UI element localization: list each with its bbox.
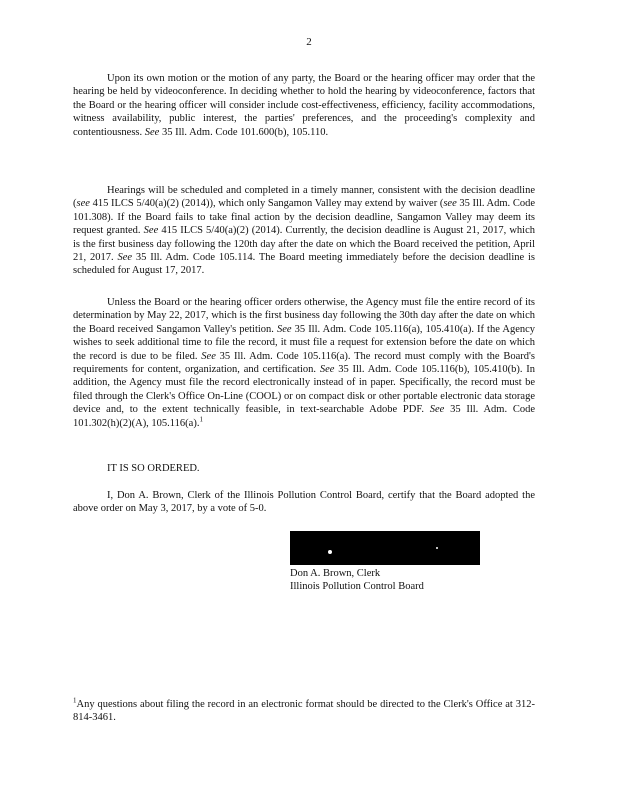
footnote-marker: 1 xyxy=(73,696,77,705)
signature-block xyxy=(290,567,424,594)
text: 35 Ill. Adm. Code 105.116(a), 105.410(a). If the Agency wishes to seek additional time to file the record, it must file a request for extension before the date on which the record is due to be filed. xyxy=(73,323,536,362)
footnote-text: Any questions about filing the record in an electronic format should be directed to the Clerk's Office at 312-814-3461. xyxy=(73,699,535,724)
paragraph-videoconference xyxy=(73,72,535,139)
citation-signal: See xyxy=(429,404,445,416)
clerk-organization: Illinois Pollution Control Board xyxy=(290,581,424,593)
text: 35 Ill. Adm. Code 105.116(b), 105.410(b). In addition, the Agency must file the record electronically instead of in paper. Specifically, the record must be filed through the Clerk's Office On-Line (COOL) or on compact disk or other portable electronic data storage device and, to the extent technically feasible, in text-searchable Adobe PDF. xyxy=(73,364,536,416)
text: 35 Ill. Adm. Code 105.116(a). The record must comply with the Board's requirements for content, organization, and certification. xyxy=(73,350,536,376)
paragraph-hearings xyxy=(73,184,535,278)
citation-signal: See xyxy=(144,126,160,138)
footnote-marker: 1 xyxy=(199,415,203,424)
text: 415 ILCS 5/40(a)(2) (2014). Currently, the decision deadline is August 21, 2017, which is the first business day following the 120th day after the date on which the Board received the petition, April 21, 2017. xyxy=(73,225,536,264)
clerk-name: Don A. Brown, Clerk xyxy=(290,568,381,579)
text: 35 Ill. Adm. Code 105.114. The Board meeting immediately before the decision deadline is scheduled for August 17, 2017. xyxy=(73,252,536,277)
text: 35 Ill. Adm. Code 101.302(h)(2)(A), 105.116(a). xyxy=(73,404,536,429)
citation-signal: See xyxy=(143,225,159,237)
citation-signal: See xyxy=(319,364,335,376)
redacted-signature xyxy=(290,531,480,565)
signature-mark xyxy=(436,547,438,549)
footnote xyxy=(73,698,535,725)
text: 415 ILCS 5/40(a)(2) (2014)), which only Sangamon Valley may extend by waiver ( xyxy=(92,198,444,210)
paragraph-record xyxy=(73,296,535,430)
text: Hearings will be scheduled and completed in a timely manner, consistent with the decision deadline ( xyxy=(73,185,535,210)
text: 35 Ill. Adm. Code 101.600(b), 105.110. xyxy=(161,126,329,138)
text: Upon its own motion or the motion of any party, the Board or the hearing officer may order that the hearing be held by videoconference. In deciding whether to hold the hearing by videoconference, factors that the Board or the hearing officer will consider include cost-effectiveness, efficiency, facility accommodations, witness availability, public interest, the parties' preferences, and the proceeding's complexity and contentiousness. xyxy=(73,73,535,138)
order-statement: IT IS SO ORDERED. xyxy=(107,463,200,474)
citation-signal: See xyxy=(277,323,292,335)
citation-signal: see xyxy=(76,198,90,210)
citation-signal: see xyxy=(443,198,457,210)
citation-signal: See xyxy=(117,252,133,264)
text: Unless the Board or the hearing officer orders otherwise, the Agency must file the entire record of its determination by May 22, 2017, which is the first business day following the 30th day after the date on which the Board received Sangamon Valley's petition. xyxy=(73,297,535,335)
text: 35 Ill. Adm. Code 101.308). If the Board fails to take final action by the decision deadline, Sangamon Valley may deem its request granted. xyxy=(73,198,535,237)
citation-signal: See xyxy=(201,350,216,362)
page-number: 2 xyxy=(306,36,312,48)
signature-mark xyxy=(328,550,332,554)
certification-paragraph: I, Don A. Brown, Clerk of the Illinois Pollution Control Board, certify that the Board adopted the above order on May 3, 2017, by a vote of 5-0. xyxy=(73,490,535,515)
